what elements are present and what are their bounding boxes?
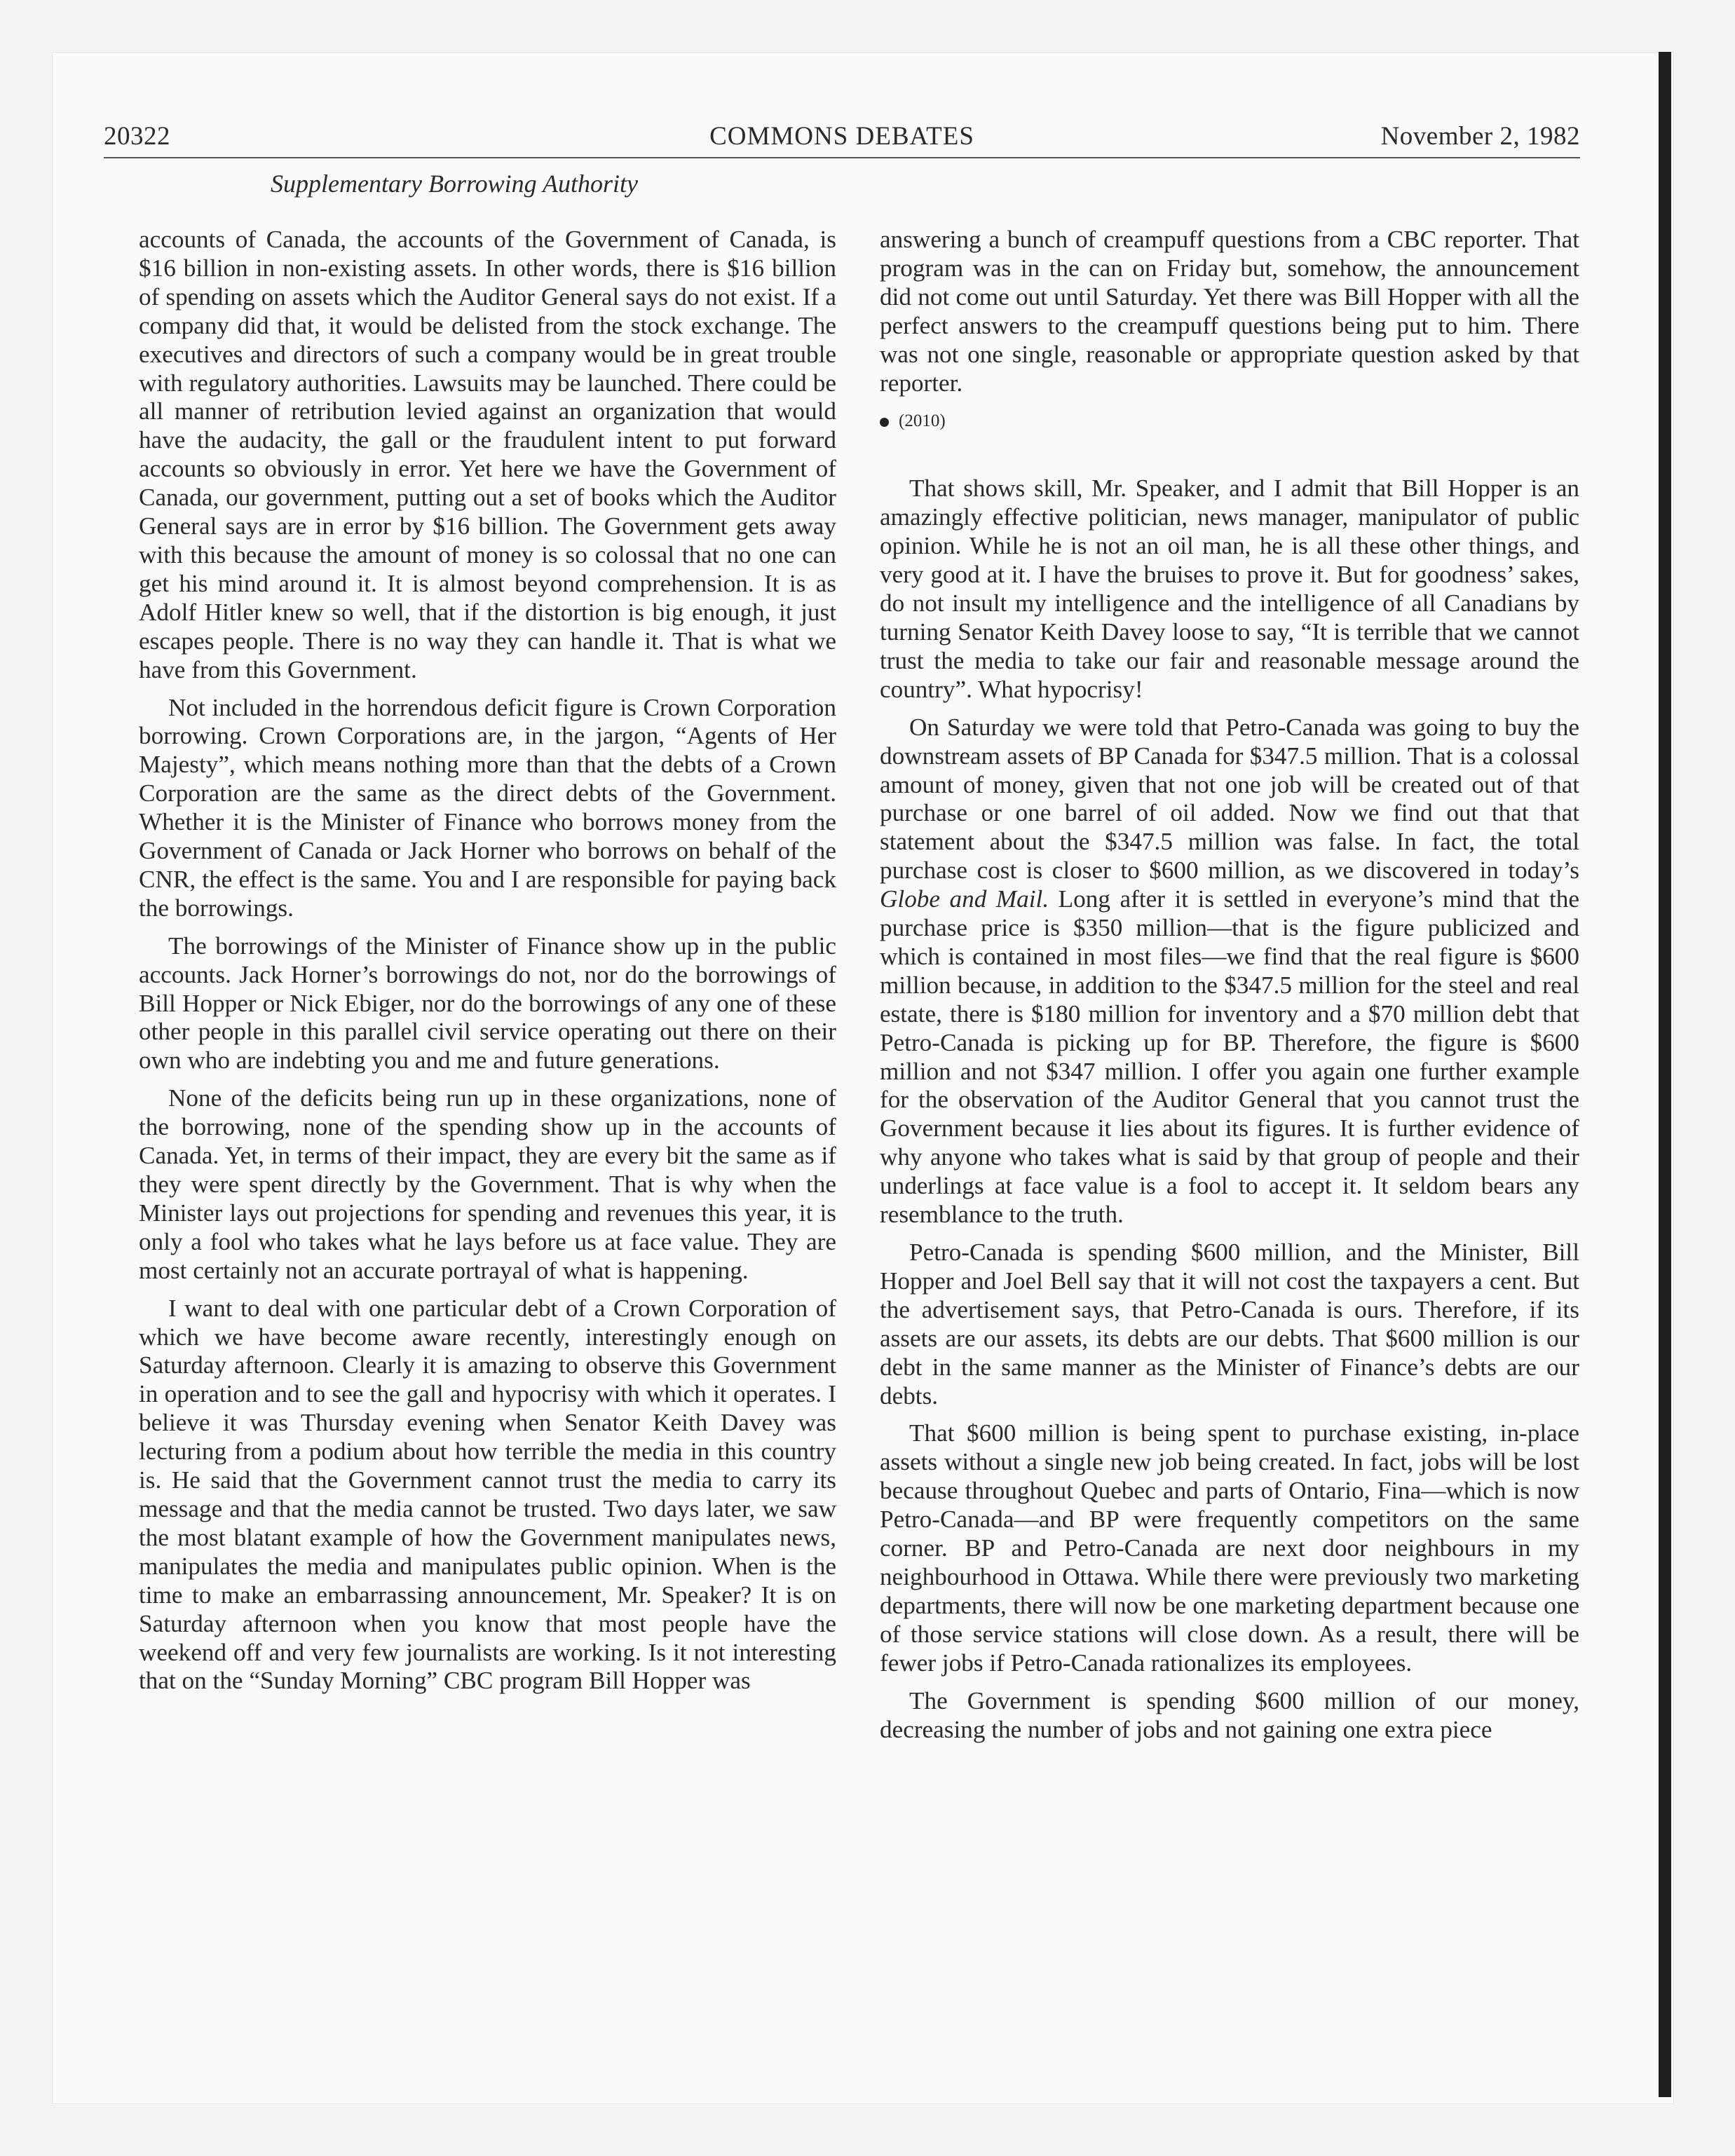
paragraph: Petro-Canada is spending $600 million, and the Minister, Bill Hopper and Joel Bell say that it will not cost the taxpayers a cent. But the advertisement says, that Petro-Canada is ours. Therefore, if its assets are our assets, its debts are our debts. That $600 million is our debt in the same manner as the Minister of Finance’s debts are our debts.: [880, 1239, 1579, 1410]
scan-binding-edge: [1659, 52, 1671, 2097]
paragraph: The borrowings of the Minister of Finance show up in the public accounts. Jack Horner’s borrowings do not, nor do the borrowings of Bill Hopper or Nick Ebiger, nor do the borrowings of any one of these other people in this parallel civil service operating out there on their own who are indebting you and me and future generations.: [139, 932, 836, 1074]
paragraph: answering a bunch of creampuff questions from a CBC reporter. That program was in the can on Friday but, somehow, the announcement did not come out until Saturday. Yet there was Bill Hopper with all the perfect answers to the creampuff questions being put to him. There was not one single, reasonable or appropriate question asked by that reporter.: [880, 226, 1579, 397]
page-header: [104, 115, 1580, 157]
paragraph: Not included in the horrendous deficit figure is Crown Corporation borrowing. Crown Corporations are, in the jargon, “Agents of Her Majesty”, which means nothing more than that the debts of a Crown Corporation are the same as the direct debts of the Government. Whether it is the Minister of Finance who borrows money from the Government of Canada or Jack Horner who borrows on behalf of the CNR, the effect is the same. You and I are responsible for paying back the borrowings.: [139, 693, 836, 922]
paragraph: That shows skill, Mr. Speaker, and I admit that Bill Hopper is an amazingly effective politician, news manager, manipulator of public opinion. While he is not an oil man, he is all these other things, and very good at it. I have the bruises to prove it. But for goodness’ sakes, do not insult my intelligence and the intelligence of all Canadians by turning Senator Keith Davey loose to say, “It is terrible that we cannot trust the media to take our fair and reasonable message around the country”. What hypocrisy!: [880, 475, 1579, 703]
right-column: [880, 226, 1579, 1753]
paragraph: That $600 million is being spent to purchase existing, in-place assets without a single new job being created. In fact, jobs will be lost because throughout Quebec and parts of Ontario, Fina—which is now Petro-Canada—and BP were frequently competitors on the same corner. BP and Petro-Canada are next door neighbours in my neighbourhood in Ottawa. While there were previously two marketing departments, there will now be one marketing department because one of those service stations will close down. As a result, there will be fewer jobs if Petro-Canada rationalizes its employees.: [880, 1419, 1579, 1677]
paragraph: None of the deficits being run up in these organizations, none of the borrowing, none of the spending show up in the accounts of Canada. Yet, in terms of their impact, they are every bit the same as if they were spent directly by the Government. That is why when the Minister lays out projections for spending and revenues this year, it is only a fool who takes what he lays before us at face value. They are most certainly not an accurate portrayal of what is happening.: [139, 1084, 836, 1284]
paragraph: accounts of Canada, the accounts of the Government of Canada, is $16 billion in non-existing assets. In other words, there is $16 billion of spending on assets which the Auditor General says do not exist. If a company did that, it would be delisted from the stock exchange. The executives and directors of such a company would be in great trouble with regulatory authorities. Lawsuits may be launched. There could be all manner of retribution levied against an organization that would have the audacity, the gall or the fraudulent intent to put forward accounts so obviously in error. Yet here we have the Government of Canada, our government, putting out a set of books which the Auditor General says are in error by $16 billion. The Government gets away with this because the amount of money is so colossal that no one can get his mind around it. It is almost beyond comprehension. It is as Adolf Hitler knew so well, that if the distortion is big enough, it just escapes people. There is no way they can handle it. That is what we have from this Government.: [139, 226, 836, 683]
header-rule: [104, 157, 1580, 158]
newspaper-title: Globe and Mail.: [880, 885, 1049, 913]
time-marker: [880, 407, 1579, 435]
page-number: 20322: [104, 122, 170, 151]
publication-date: November 2, 1982: [1380, 122, 1580, 151]
paragraph-text: Long after it is settled in everyone’s mind that the purchase price is $350 million—that is the figure publicized and which is contained in most files—we find that the real figure is $600 million because, in addition to the $347.5 million for the steel and real estate, there is $180 million for inventory and a $70 million debt that Petro-Canada is picking up for BP. Therefore, the figure is $600 million and not $347 million. I offer you again one further example for the observation of the Auditor General that you cannot trust the Government because it lies about its figures. It is further evidence of why anyone who takes what is said by that group of people and their underlings at face value is a fool to accept it. It seldom bears any resemblance to the truth.: [880, 885, 1580, 1229]
section-subheading: Supplementary Borrowing Authority: [271, 170, 638, 198]
paragraph: [880, 714, 1579, 1229]
time-marker-label: (2010): [899, 411, 946, 431]
bullet-icon: [880, 418, 889, 427]
paragraph: I want to deal with one particular debt of a Crown Corporation of which we have become aware recently, interestingly enough on Saturday afternoon. Clearly it is amazing to observe this Government in operation and to see the gall and hypocrisy with which it operates. I believe it was Thursday evening when Senator Keith Davey was lecturing from a podium about how terrible the media in this country is. He said that the Government cannot trust the media to carry its message and that the media cannot be trusted. Two days later, we saw the most blatant example of how the Government manipulates news, manipulates the media and manipulates public opinion. When is the time to make an embarrassing announcement, Mr. Speaker? It is on Saturday afternoon when you know that most people have the weekend off and very few journalists are working. Is it not interesting that on the “Sunday Morning” CBC program Bill Hopper was: [139, 1294, 836, 1695]
publication-title: COMMONS DEBATES: [709, 122, 974, 151]
paragraph-text: On Saturday we were told that Petro-Canada was going to buy the downstream assets of BP Canada for $347.5 million. That is a colossal amount of money, given that not one job will be created out of that purchase or one barrel of oil added. Now we find out that that statement about the $347.5 million was false. In fact, the total purchase cost is closer to $600 million, as we discovered in today’s: [880, 713, 1579, 885]
left-column: [139, 226, 836, 1705]
paragraph: The Government is spending $600 million of our money, decreasing the number of jobs and not gaining one extra piece: [880, 1686, 1579, 1743]
